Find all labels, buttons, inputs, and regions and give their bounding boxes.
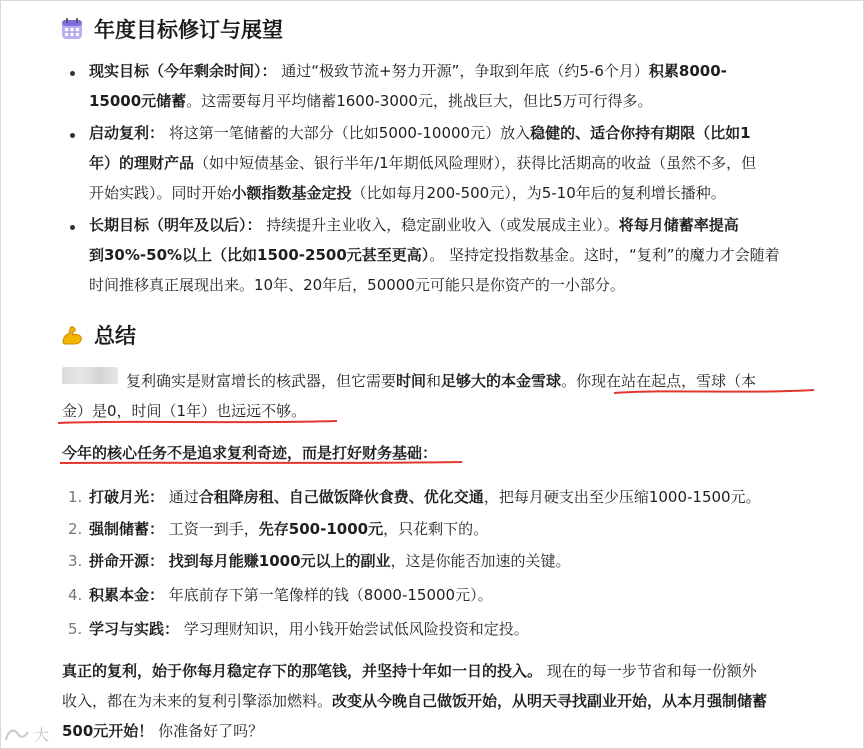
bullet-2-line-1 (89, 122, 751, 144)
text-run: 持续提升主业收入，稳定副业收入（或发展成主业）。 (261, 216, 619, 234)
redacted-name (62, 367, 118, 384)
bold-text: 拼命开源： (89, 552, 165, 570)
heading-annual-goals (60, 14, 283, 44)
text-run: 将这第一笔储蓄的大部分（比如5000-10000元）放入 (164, 124, 531, 142)
text-run: 年底前存下第一笔像样的钱（8000-15000元）。 (164, 586, 493, 604)
text-run: 通过“极致节流+努力开源”，争取到年底（约5-6个月） (276, 62, 649, 80)
bullet-marker (70, 225, 75, 230)
bold-text: 现实目标（今年剩余时间）： (89, 62, 277, 80)
closing-line-2 (62, 690, 767, 712)
text-run: ，这是你能否加速的关键。 (390, 552, 571, 570)
text-run: 现在的每一步节省和每一份额外 (542, 662, 757, 680)
bullet-marker (70, 133, 75, 138)
bold-text: 小额指数基金定投 (231, 184, 352, 202)
text-run: 。这需要每月平均储蓄1600-3000元，挑战巨大，但比5万可行得多。 (186, 92, 653, 110)
text-run: 复利确实是财富增长的核武器，但它需要 (126, 372, 397, 390)
bullet-2-line-2 (89, 152, 756, 174)
task-number: 2. (68, 520, 83, 538)
heading-title: 总结 (94, 324, 136, 348)
task-number: 3. (68, 552, 83, 570)
text-run: 工资一到手， (164, 520, 259, 538)
text-run: 时间推移真正展现出来。10年、20年后，50000元可能只是你资产的一小部分。 (89, 276, 625, 294)
bullet-marker (70, 71, 75, 76)
text-run: 开始实践）。同时开始 (89, 184, 232, 202)
bullet-2-line-3 (89, 182, 726, 204)
text-run: 和 (426, 372, 442, 390)
text-run: 金）是0，时间（1年）也远远不够。 (62, 402, 307, 420)
flexed-biceps-icon (60, 323, 84, 347)
heading-summary (60, 320, 136, 350)
bold-text: 合租降房租、自己做饭降伙食费、优化交通 (198, 488, 484, 506)
bold-text: 15000元储蓄 (89, 92, 187, 110)
watermark (4, 724, 49, 745)
bold-text: 积累本金： (89, 586, 165, 604)
bold-text: 打破月光： (89, 488, 165, 506)
core-task-heading: 今年的核心任务不是追求复利奇迹，而是打好财务基础： (62, 444, 438, 462)
bold-text: 将每月储蓄率提高 (618, 216, 739, 234)
task-1 (89, 486, 761, 508)
text-run: 学习理财知识，用小钱开始尝试低风险投资和定投。 (179, 620, 529, 638)
closing-line-1 (62, 660, 757, 682)
text-run: 你准备好了吗？ (153, 722, 264, 740)
bold-text: 学习与实践： (89, 620, 180, 638)
text-run: （比如每月200-500元），为5-10年后的复利增长播种。 (351, 184, 726, 202)
closing-line-3 (62, 720, 263, 742)
bold-text: 500元开始！ (62, 722, 154, 740)
text-run: 。 坚持定投指数基金。这时，“复利”的魔力才会随着 (429, 246, 780, 264)
text-run: （如中短债基金、银行半年/1年期低风险理财），获得比活期高的收益（虽然不多，但 (194, 154, 757, 172)
text-run: 。你现在站在起点，雪球（本 (561, 372, 757, 390)
bold-text: 强制储蓄： (89, 520, 165, 538)
bold-text: 先存500-1000元 (258, 520, 384, 538)
bold-text: 年）的理财产品 (89, 154, 195, 172)
text-run: 通过 (164, 488, 199, 506)
bold-text: 积累8000- (648, 62, 727, 80)
task-number: 5. (68, 620, 83, 638)
text-run: ，只花剩下的。 (383, 520, 489, 538)
bold-text: 长期目标（明年及以后）： (89, 216, 262, 234)
bold-text: 真正的复利，始于你每月稳定存下的那笔钱，并坚持十年如一日的投入。 (62, 662, 543, 680)
watermark-logo-icon (4, 726, 30, 744)
summary-line-1 (126, 370, 756, 392)
bullet-3-line-3 (89, 274, 625, 296)
bullet-1-line-1 (89, 60, 727, 82)
task-4 (89, 584, 493, 606)
task-number: 4. (68, 586, 83, 604)
bold-text: 找到每月能赚1000元以上的副业 (168, 552, 391, 570)
bold-text: 时间 (396, 372, 427, 390)
bold-text: 到30%-50%以上（比如1500-2500元甚至更高） (89, 246, 430, 264)
task-3 (89, 550, 571, 572)
summary-line-2 (62, 400, 306, 422)
bold-text: 启动复利： (89, 124, 165, 142)
bold-text: 足够大的本金雪球 (441, 372, 562, 390)
bold-text: 稳健的、适合你持有期限（比如1 (530, 124, 751, 142)
heading-title: 年度目标修订与展望 (94, 18, 283, 42)
bullet-3-line-1 (89, 214, 739, 236)
task-number: 1. (68, 488, 83, 506)
bold-text: 改变从今晚自己做饭开始，从明天寻找副业开始，从本月强制储蓄 (332, 692, 768, 710)
watermark-text: 大 (34, 726, 50, 744)
bullet-1-line-2 (89, 90, 653, 112)
text-run: 收入，都在为未来的复利引擎添加燃料。 (62, 692, 333, 710)
bullet-3-line-2 (89, 244, 780, 266)
text-run: ，把每月硬支出至少压缩1000-1500元。 (483, 488, 761, 506)
calendar-icon (60, 17, 84, 41)
task-5 (89, 618, 529, 640)
task-2 (89, 518, 488, 540)
